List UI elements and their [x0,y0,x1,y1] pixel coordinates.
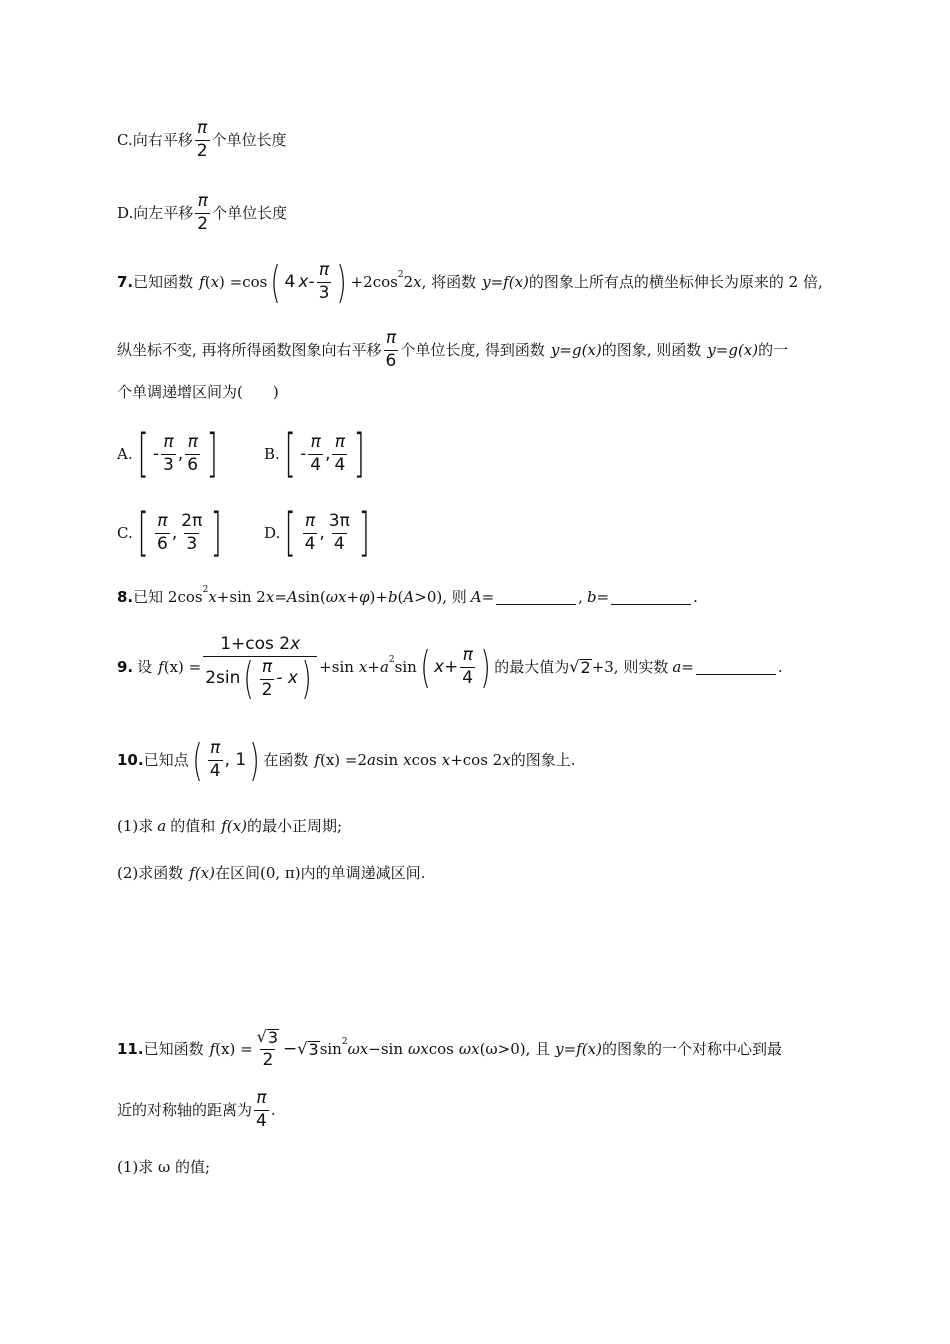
text: a= [672,658,694,677]
text: x [265,588,275,606]
superscript: 2 [202,585,209,595]
denominator: 2 [262,1049,274,1070]
numerator: π [157,511,168,532]
denominator: 3 [186,533,198,554]
fraction [460,647,475,688]
text: b [387,588,398,606]
denominator: 4 [462,668,474,689]
text: + [444,657,459,678]
radicand: 3 [267,1028,279,1047]
text: (x) [226,817,247,835]
text: 个单位长度, 得到函数 [400,340,545,359]
text: (x) [194,864,215,882]
text: = [274,588,287,606]
text: (x) =2 [319,750,368,769]
text: 设 [137,658,153,677]
q7-options-ab [117,424,840,484]
option-text: 向右平移 [132,130,193,149]
answer-blank-b[interactable] [611,590,691,605]
text: - [308,271,315,292]
comma: , [325,443,331,464]
text: y=f [555,1039,582,1058]
left-paren: ( [270,256,282,308]
text: ωx [408,1039,429,1058]
q7-options-cd [117,503,840,563]
text: +cos 2 [450,750,503,769]
right-paren: ) [301,653,312,705]
text: (x) [737,340,759,359]
q7-line-2 [117,330,840,371]
denominator: 4 [256,1110,267,1131]
text: f [158,658,164,677]
superscript: 2 [397,269,404,280]
fraction [384,330,399,371]
text: − [283,1038,298,1059]
q7-option-a [117,424,264,484]
text: x [413,272,422,291]
text: a [157,817,167,835]
denominator: 6 [157,533,168,554]
numerator: π [334,432,345,453]
comma: , [319,522,325,543]
numerator: 2π [181,511,203,532]
text: +sin [319,658,354,677]
numerator: π [385,328,397,348]
option-text: 个单位长度 [212,203,288,222]
q7-line-1 [117,256,840,308]
text: y=g [707,340,738,359]
text: x [441,750,451,769]
minus-sign: - [152,443,160,464]
text: 已知点 [143,750,189,769]
text: x [502,750,511,769]
text: (x) [508,272,529,291]
right-bracket: ] [358,503,370,563]
left-paren: ( [243,653,255,705]
text: sin [319,1039,342,1058]
left-bracket: [ [137,503,149,563]
text: f [314,750,320,769]
fraction [179,513,204,554]
denominator: 3 [318,282,330,303]
text: ωx [458,1039,480,1058]
numerator [218,636,302,656]
text: 在区间(0, π)内的单调递减区间. [214,864,426,882]
q7-line-3 [117,385,840,400]
text: . [693,588,698,606]
fraction [185,434,200,475]
option-label: C. [117,523,133,542]
right-bracket: ] [210,503,223,563]
text: y=g [550,340,582,359]
text: x [210,272,220,291]
q11-part-1 [117,1160,840,1175]
text: A= [470,588,495,606]
comma: , [171,522,178,543]
option-label: D. [117,203,134,222]
text: (ω>0), 且 [479,1039,551,1058]
fraction [308,434,323,475]
q11-line-1 [117,1029,840,1070]
text: a [379,658,389,677]
text: 近的对称轴的距离为 [117,1100,253,1119]
text: (x) [581,340,602,359]
q9-line [117,634,840,705]
denominator: 2 [261,679,273,700]
denominator: 4 [333,533,345,554]
right-bracket: ] [206,424,218,484]
question-number: 7. [117,272,134,291]
right-bracket: ] [353,424,366,484]
text: 的图象的一个对称中心到最 [601,1039,782,1058]
text: 的最大值为 [494,658,570,677]
right-paren: ) [249,734,260,786]
left-bracket: [ [137,424,149,484]
question-number: 11. [117,1039,144,1058]
text: 已知函数 [143,1039,204,1058]
left-paren: ( [192,734,203,786]
q7-option-c [117,503,264,563]
text: x [298,271,309,292]
denominator: 6 [187,454,199,475]
text: 纵坐标不变, 再将所得函数图象向右平移 [117,340,382,359]
text: a [367,750,376,769]
question-number: 8. [117,588,134,606]
fraction [208,740,223,781]
fraction [254,1090,269,1131]
q7-option-d [264,503,374,563]
option-text: 向左平移 [133,203,194,222]
text: >0), 则 [414,588,467,606]
text: 的最小正周期; [246,817,343,835]
numerator: π [261,656,273,677]
left-bracket: [ [284,424,296,484]
text: x [403,750,412,769]
text: - x [276,668,298,689]
denominator: 2 [197,213,209,234]
q10-part-2 [117,866,840,881]
right-paren: ) [480,641,491,693]
text: (1)求 [117,817,154,835]
numerator: π [187,432,198,453]
option-text: 个单位长度 [211,130,287,149]
text: cos [411,750,437,769]
denominator: 3 [163,454,174,475]
numerator: π [318,260,330,280]
text: 的一 [758,340,789,359]
text: ωx [347,1039,369,1058]
numerator: 3π [328,511,350,532]
text: 在函数 [263,750,309,769]
denominator: 4 [310,454,322,475]
text: 已知函数 [133,272,194,291]
option-label: D. [264,523,281,542]
text: ) =cos [219,272,268,291]
numerator: π [163,432,174,453]
text: )+ [369,588,388,606]
numerator-text: 1+cos 2 [220,634,291,654]
fraction [303,513,318,554]
text: (2)求函数 [117,864,184,882]
text: 2 [403,272,414,291]
numerator: π [462,645,473,666]
q6-option-d [117,193,840,234]
text: A [403,588,415,606]
text: sin [394,658,417,677]
fraction [155,513,170,554]
fraction [195,193,210,234]
text: ( [204,272,211,291]
text: 的值和 [170,817,216,835]
text: +sin 2 [216,588,266,606]
text: x [433,657,445,678]
big-fraction [203,634,317,705]
numerator: π [310,432,321,453]
text: ( [397,588,404,606]
denominator [203,653,317,705]
denominator: 6 [385,350,397,371]
q7-option-b [264,424,370,484]
numerator: π [197,191,208,211]
text: f [209,1039,216,1058]
text: x [208,588,217,606]
answer-blank-a[interactable] [496,590,576,605]
fraction [317,262,332,303]
text: f [221,817,227,835]
denominator: 2 [196,140,208,161]
text: f [189,864,195,882]
denominator: 4 [334,454,346,475]
text: y=f [482,272,509,291]
text: , [578,588,583,606]
left-bracket: [ [284,503,296,563]
text: x [358,658,368,677]
denominator-text: 2sin [205,668,241,689]
text: f [199,272,205,291]
superscript: 2 [341,1036,348,1047]
answer-blank-a[interactable] [696,660,776,675]
text: 已知 2cos [133,588,203,606]
text: 个单调递增区间为( ) [117,383,279,401]
radicand: 2 [580,658,591,678]
text: +3, 则实数 [591,658,669,677]
fraction [255,1029,281,1070]
right-paren: ) [336,256,348,308]
q10-part-1 [117,819,840,834]
numerator: √ 3 [256,1027,279,1047]
text: +2cos [350,272,398,291]
left-paren: ( [420,641,431,693]
text: 的图象, 则函数 [601,340,702,359]
text: (x) = [163,658,202,677]
option-label: A. [117,444,133,463]
text: sin( [297,588,326,606]
option-label: B. [264,444,280,463]
text: A [286,588,298,606]
text: b= [586,588,610,606]
text: (1)求 ω 的值; [117,1158,211,1176]
text: cos [428,1039,454,1058]
radicand: 3 [308,1039,319,1059]
square-root: √ 2 [569,657,591,678]
text: 4 [284,271,296,292]
fraction [161,434,176,475]
text: . [777,658,783,677]
question-number: 9. [117,658,134,677]
numerator: π [256,1088,267,1108]
text: . [270,1100,276,1119]
q8-line [117,585,840,606]
q10-line [117,734,840,786]
text: −sin [368,1039,404,1058]
fraction [327,513,352,554]
minus-sign: - [300,443,307,464]
text: 的图象上. [510,750,576,769]
text: (x) [581,1039,602,1058]
numerator: π [197,118,208,138]
numerator-var: x [290,634,301,654]
question-number: 10. [117,750,144,769]
option-label: C. [117,130,133,149]
denominator: 4 [209,760,221,781]
text: (x) = [215,1039,253,1058]
text: 的图象上所有点的横坐标伸长为原来的 2 倍, [528,272,823,291]
text: ωx+φ [325,588,370,606]
q11-line-2 [117,1090,840,1131]
fraction [332,434,347,475]
text: , 将函数 [421,272,477,291]
text: , 1 [224,749,247,770]
numerator: π [304,511,316,532]
denominator: 4 [304,533,316,554]
fraction [195,120,210,161]
text: + [367,658,380,677]
superscript: 2 [388,655,395,666]
fraction [260,656,275,700]
comma: , [177,443,184,464]
q6-option-c [117,120,840,161]
numerator: π [210,738,221,758]
text: sin [375,750,399,769]
square-root: √ 3 [297,1038,319,1059]
